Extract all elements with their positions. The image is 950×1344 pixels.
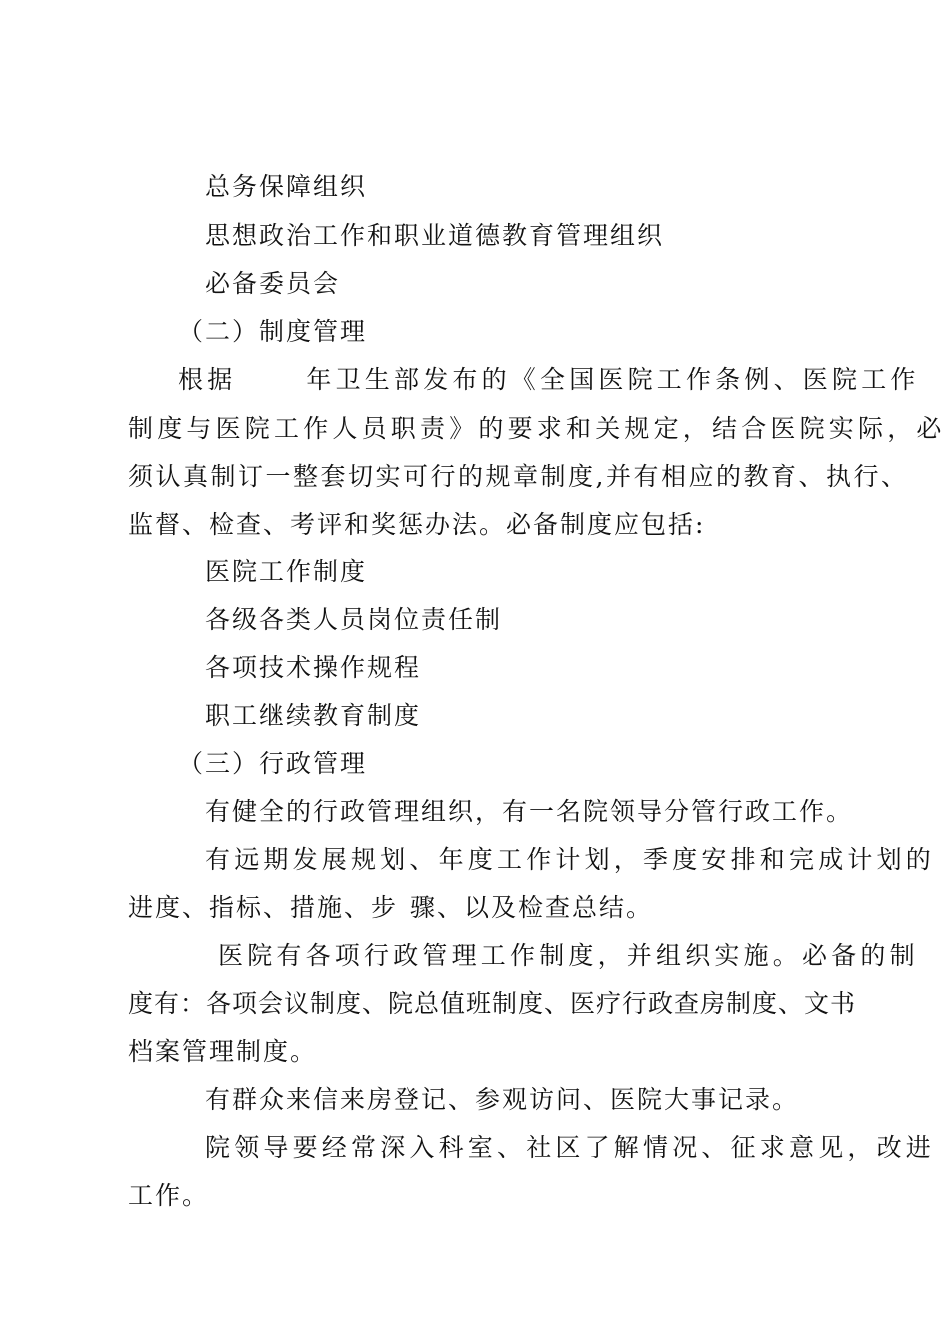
text-fragment: 年卫生部发布的《全国医院工作条例、医院工作 bbox=[306, 365, 920, 394]
text-line: 有群众来信来房登记、参观访问、医院大事记录。 bbox=[205, 1085, 800, 1114]
text-line: 总务保障组织 bbox=[205, 172, 368, 201]
text-line: 各级各类人员岗位责任制 bbox=[205, 605, 503, 634]
text-fragment: 根据 bbox=[178, 365, 237, 394]
text-line: 有远期发展规划、年度工作计划，季度安排和完成计划的 bbox=[205, 845, 936, 874]
section-heading: （三）行政管理 bbox=[178, 749, 368, 778]
text-line: 各项技术操作规程 bbox=[205, 653, 422, 682]
text-line: 职工继续教育制度 bbox=[205, 701, 422, 730]
text-line: 医院工作制度 bbox=[205, 557, 368, 586]
text-line: 思想政治工作和职业道德教育管理组织 bbox=[205, 221, 665, 250]
text-fragment: 进度、指标、措施、步 bbox=[128, 893, 399, 922]
text-line: 监督、检查、考评和奖惩办法。必备制度应包括: bbox=[128, 510, 706, 539]
text-line: 档案管理制度。 bbox=[128, 1037, 318, 1066]
text-line: 须认真制订一整套切实可行的规章制度,并有相应的教育、执行、 bbox=[128, 462, 909, 491]
text-line bbox=[128, 893, 653, 923]
section-heading: （二）制度管理 bbox=[178, 317, 368, 346]
text-line: 院领导要经常深入科室、社区了解情况、征求意见，改进 bbox=[205, 1133, 936, 1162]
text-fragment: 骤、以及检查总结。 bbox=[410, 893, 654, 922]
text-line: 度有：各项会议制度、院总值班制度、医疗行政查房制度、文书 bbox=[128, 989, 857, 1018]
text-line: 工作。 bbox=[128, 1181, 210, 1210]
text-line: 医院有各项行政管理工作制度，并组织实施。必备的制 bbox=[218, 941, 919, 970]
text-line: 制度与医院工作人员职责》的要求和关规定，结合医院实际，必 bbox=[128, 414, 946, 443]
text-line: 必备委员会 bbox=[205, 269, 341, 298]
text-line: 有健全的行政管理组织，有一名院领导分管行政工作。 bbox=[205, 797, 854, 826]
text-line bbox=[178, 365, 920, 395]
